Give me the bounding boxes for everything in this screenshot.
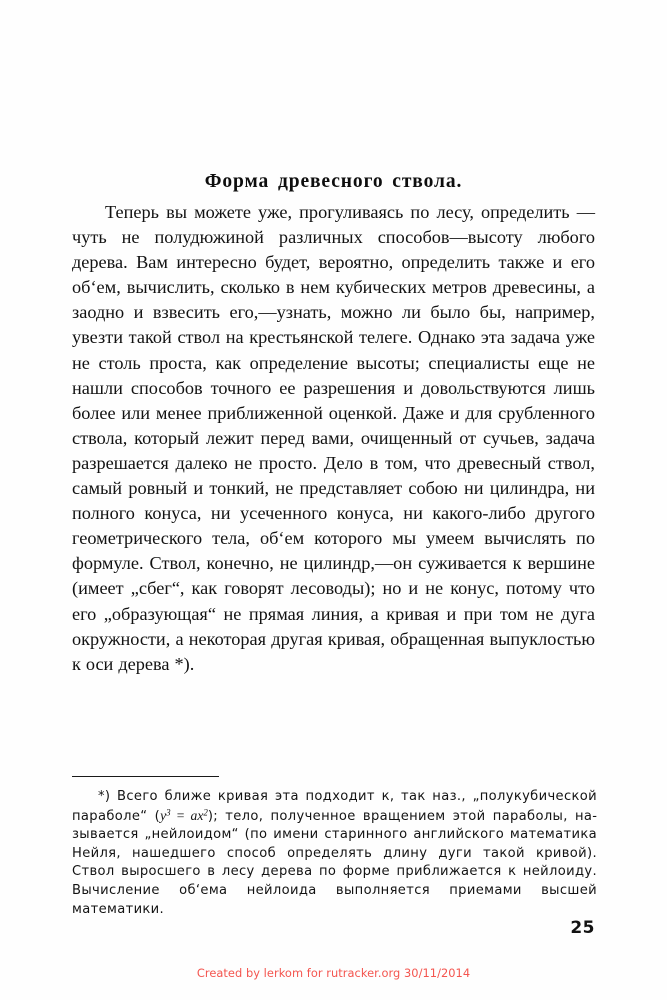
page-number: 25	[570, 918, 595, 938]
footnote-separator-rule	[72, 776, 219, 777]
footnote-text-before-formula: *) Всего ближе кривая эта подходит к, так наз., „полукубической параболе“ (	[72, 789, 597, 824]
formula-rhs-exponent: 2	[203, 806, 208, 817]
formula-rhs-variable: x	[197, 807, 204, 823]
formula-lhs-variable: y	[160, 807, 167, 823]
footnote-text-after-formula: ); тело, полученное вращением этой параболы, называется „нейлоидом“ (по имени старинного английского математика Нейля, нашедшего способ определять длину дуги такой кривой). Ствол выросшего в лесу дерева по форме приближается к нейлоиду. Вычисление об‘ема нейлоида выполняется приемами высшей математики.	[72, 808, 597, 917]
watermark-text: Created by lerkom for rutracker.org 30/11/2014	[196, 966, 471, 980]
page-title: Форма древесного ствола.	[204, 171, 463, 193]
footnote-formula	[160, 808, 208, 823]
body-paragraph: Теперь вы можете уже, прогуливаясь по лесу, определить — чуть не полудюжиной различных способов—высоту любого дерева. Вам интересно будет, вероятно, определить также и его об‘ем, вычислить, сколько в нем кубических метров древесины, а заодно и взвесить его,—узнать, можно ли было бы, например, увезти такой ствол на крестьянской телеге. Однако эта задача уже не столь проста, как определение высоты; специалисты еще не нашли способов точного ее разрешения и довольствуются лишь более или менее приближенной оценкой. Даже и для срубленного ствола, который лежит перед вами, очищенный от сучьев, задача разрешается далеко не просто. Дело в том, что древесный ствол, самый ровный и тонкий, не представляет собою ни цилиндра, ни полного конуса, ни усеченного конуса, ни какого-либо другого геометрического тела, об‘ем которого мы умеем вычислять по формуле. Ствол, конечно, не цилиндр,—он суживается к вершине (имеет „сбег“, как говорят лесоводы); но и не конус, потому что его „образующая“ не прямая линия, а кривая и при том не дуга окружности, а некоторая другая кривая, обращенная выпуклостью к оси дерева *).	[72, 202, 595, 674]
formula-lhs-exponent: 3	[166, 806, 171, 817]
formula-rhs-coefficient: a	[190, 807, 198, 823]
footnote	[72, 788, 597, 919]
formula-operator: =	[176, 807, 185, 823]
